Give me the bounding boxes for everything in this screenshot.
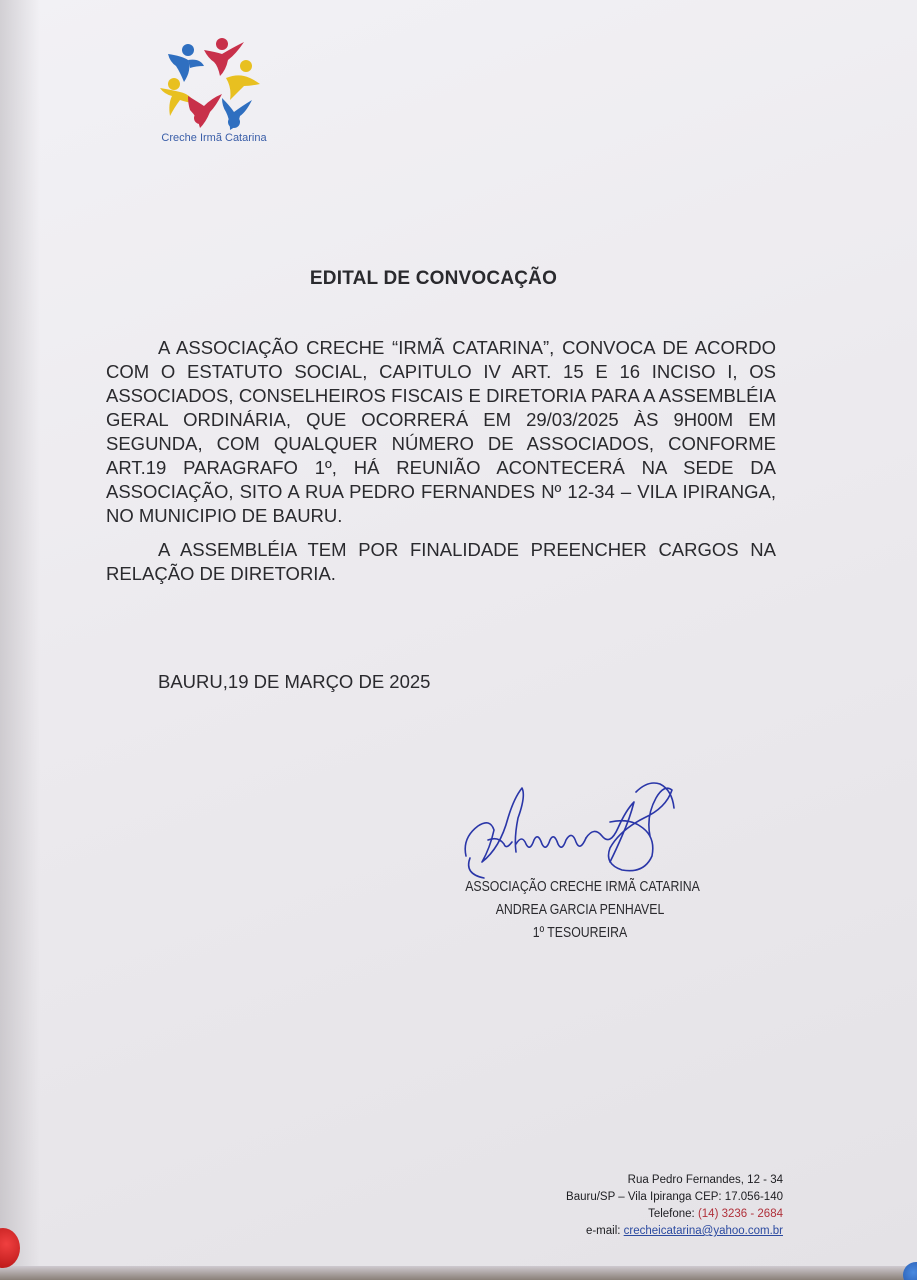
phone-value: (14) 3236 - 2684 [697,1208,783,1220]
footer-phone [483,1208,783,1220]
signatory-name: ANDREA GARCIA PENHAVEL [495,901,665,918]
page-shadow [0,0,40,1280]
signature-org-line: ASSOCIAÇÃO CRECHE IRMÃ CATARINA [465,878,700,895]
phone-label: Telefone: [648,1208,695,1220]
footer-email [483,1225,783,1237]
org-logo [152,36,272,152]
date-line: BAURU,19 DE MARÇO DE 2025 [158,671,431,692]
org-name: Creche Irmã Catarina [161,132,267,144]
footer-address: Rua Pedro Fernandes, 12 - 34 [627,1174,783,1186]
handwritten-signature [460,778,690,888]
convocation-paragraph: A ASSOCIAÇÃO CRECHE “IRMÃ CATARINA”, CONVOCA DE ACORDO COM O ESTATUTO SOCIAL, CAPITULO IV ART. 15 E 16 INCISO I, OS ASSOCIADOS, CONSELHEIROS FISCAIS E DIRETORIA PARA A ASSEMBLÉIA GERAL ORDINÁRIA, QUE OCORRERÁ EM 29/03/2025 ÀS 9H00M EM SEGUNDA, COM QUALQUER NÚMERO DE ASSOCIADOS, CONFORME ART.19 PARAGRAFO 1º, HÁ REUNIÃO ACONTECERÁ NA SEDE DA ASSOCIAÇÃO, SITO A RUA PEDRO FERNANDES Nº 12-34 – VILA IPIRANGA, NO MUNICIPIO DE BAURU. [106,337,776,526]
document-title: EDITAL DE CONVOCAÇÃO [309,268,558,289]
email-label: e-mail: [585,1225,621,1237]
surface-edge [0,1266,917,1280]
people-circle-icon [160,36,264,132]
purpose-paragraph: A ASSEMBLÉIA TEM POR FINALIDADE PREENCHER CARGOS NA RELAÇÃO DE DIRETORIA. [106,539,776,584]
email-link[interactable]: crecheicatarina@yahoo.com.br [623,1225,783,1237]
blue-pin-icon [903,1262,917,1280]
signatory-role: 1º TESOUREIRA [532,924,628,941]
footer-city: Bauru/SP – Vila Ipiranga CEP: 17.056-140 [566,1191,783,1203]
